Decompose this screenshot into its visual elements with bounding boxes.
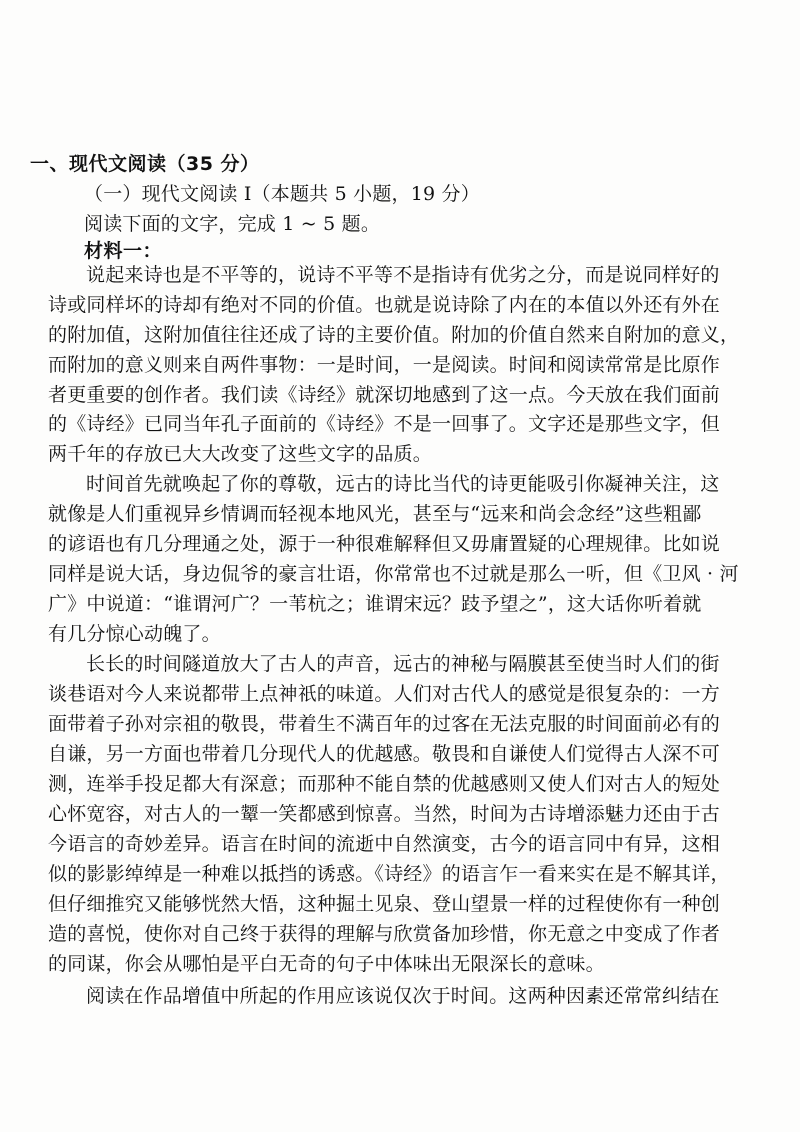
paragraph-line: 时间首先就唤起了你的尊敬，远古的诗比当代的诗更能吸引你凝神关注，这 [86, 473, 720, 495]
paragraph-line: 就像是人们重视异乡情调而轻视本地风光，甚至与“远来和尚会念经”这些粗鄙 [48, 503, 702, 525]
reading-instruction: 阅读下面的文字，完成 1 ~ 5 题。 [84, 213, 381, 235]
paragraph-line: 的同谋，你会从哪怕是平白无奇的句子中体味出无限深长的意味。 [48, 953, 605, 975]
paragraph-line: 造的喜悦，使你对自己终于获得的理解与欣赏备加珍惜，你无意之中变成了作者 [48, 923, 721, 945]
paragraph-line: 似的影影绰绰是一种难以抵挡的诱惑。《诗经》的语言乍一看来实在是不解其详， [48, 863, 730, 885]
paragraph-line: 阅读在作品增值中所起的作用应该说仅次于时间。这两种因素还常常纠结在 [86, 985, 720, 1007]
paragraph-line: 说起来诗也是不平等的，说诗不平等不是指诗有优劣之分，而是说同样好的 [86, 264, 720, 286]
paragraph-line: 诗或同样坏的诗却有绝对不同的价值。也就是说诗除了内在的本值以外还有外在 [48, 294, 721, 316]
paragraph-line: 的谚语也有几分理通之处，源于一种很难解释但又毋庸置疑的心理规律。比如说 [48, 533, 721, 555]
paragraph-line: 今语言的奇妙差异。语言在时间的流逝中自然演变，古今的语言同中有异，这相 [48, 833, 721, 855]
paragraph-line: 两千年的存放已大大改变了这些文字的品质。 [48, 443, 433, 465]
paragraph-line: 的附加值，这附加值往往还成了诗的主要价值。附加的价值自然来自附加的意义， [48, 324, 740, 346]
paragraph-line: 的《诗经》已同当年孔子面前的《诗经》不是一回事了。文字还是那些文字，但 [48, 413, 721, 435]
paragraph-line: 有几分惊心动魄了。 [48, 623, 221, 645]
section-heading: 一、现代文阅读（35 分） [30, 153, 260, 175]
paragraph-line: 测，连举手投足都大有深意；而那种不能自禁的优越感则又使人们对古人的短处 [48, 773, 721, 795]
paragraph-line: 广》中说道：“谁谓河广？一苇杭之；谁谓宋远？跂予望之”，这大话你听着就 [48, 593, 702, 615]
subsection-heading: （一）现代文阅读 I（本题共 5 小题，19 分） [84, 183, 480, 205]
paragraph-line: 谈巷语对今人来说都带上点神祇的味道。人们对古代人的感觉是很复杂的：一方 [48, 683, 721, 705]
paragraph-line: 长长的时间隧道放大了古人的声音，远古的神秘与隔膜甚至使当时人们的街 [86, 653, 720, 675]
material-label: 材料一： [84, 240, 163, 262]
paragraph-line: 但仔细推究又能够恍然大悟，这种掘土见泉、登山望景一样的过程使你有一种创 [48, 893, 721, 915]
paragraph-line: 而附加的意义则来自两件事物：一是时间，一是阅读。时间和阅读常常是比原作 [48, 354, 721, 376]
paragraph-line: 心怀宽容，对古人的一颦一笑都感到惊喜。当然，时间为古诗增添魅力还由于古 [48, 803, 721, 825]
paragraph-line: 面带着子孙对宗祖的敬畏，带着生不满百年的过客在无法克服的时间面前必有的 [48, 713, 721, 735]
paragraph-line: 同样是说大话，身边侃爷的豪言壮语，你常常也不过就是那么一听，但《卫风 · 河 [48, 563, 739, 585]
paragraph-line: 自谦，另一方面也带着几分现代人的优越感。敬畏和自谦使人们觉得古人深不可 [48, 743, 721, 765]
paragraph-line: 者更重要的创作者。我们读《诗经》就深切地感到了这一点。今天放在我们面前 [48, 384, 721, 406]
